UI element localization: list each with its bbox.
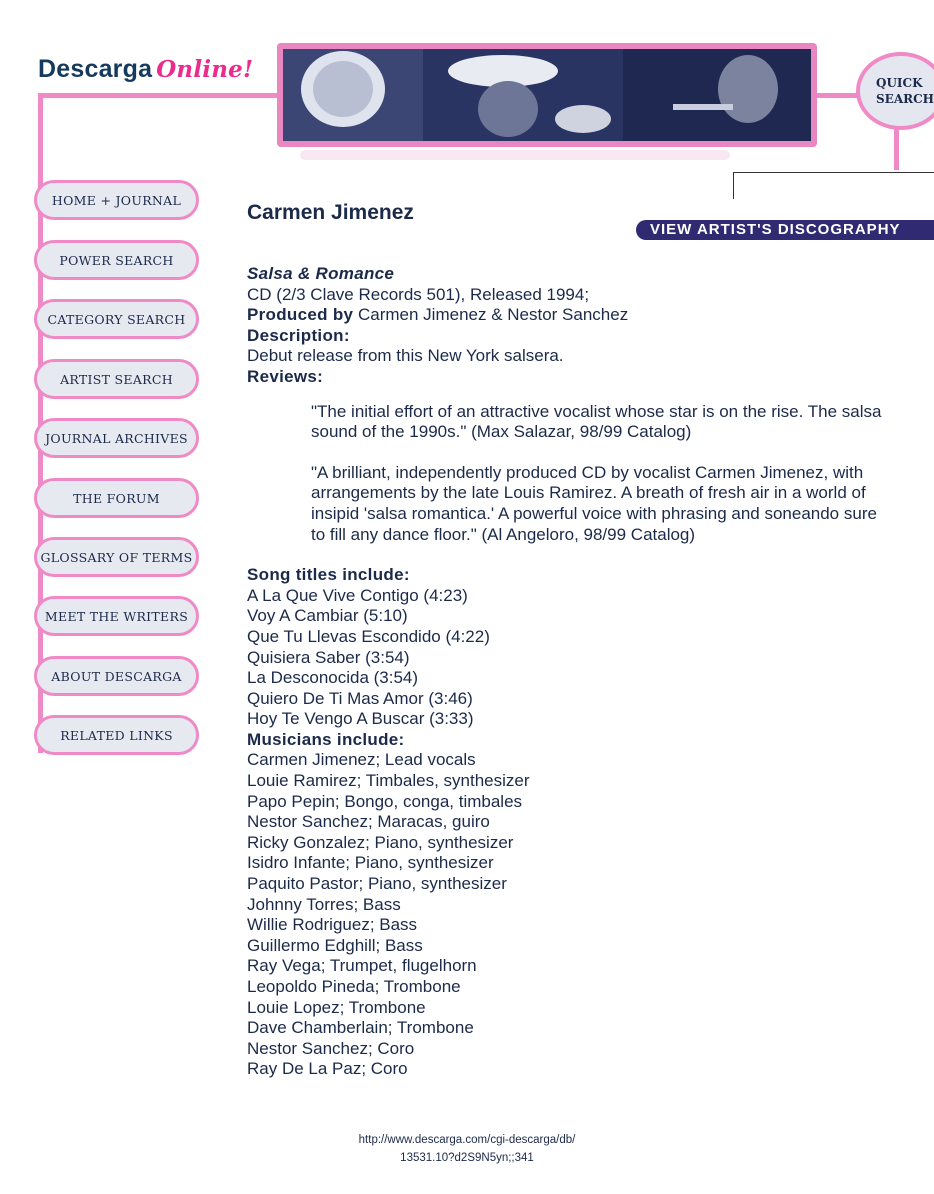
nav-related-links[interactable]: RELATED LINKS — [34, 715, 199, 755]
song-item: Voy A Cambiar (5:10) — [247, 606, 408, 626]
musician-item: Nestor Sanchez; Coro — [247, 1038, 415, 1058]
song-titles-label: Song titles include: — [247, 565, 410, 585]
logo-online-text: Online! — [156, 56, 254, 83]
nav-rail-quick — [894, 128, 899, 170]
header-banner-image — [277, 43, 817, 147]
album-format-line: CD (2/3 Clave Records 501), Released 1994; — [247, 284, 590, 304]
musician-item: Ray Vega; Trumpet, flugelhorn — [247, 956, 477, 976]
musician-item: Louie Lopez; Trombone — [247, 997, 426, 1017]
musician-item: Ricky Gonzalez; Piano, synthesizer — [247, 832, 514, 852]
song-item: La Desconocida (3:54) — [247, 668, 419, 688]
produced-by-label: Produced by — [247, 305, 354, 325]
album-details — [247, 264, 927, 1080]
musician-item: Louie Ramirez; Timbales, synthesizer — [247, 771, 530, 791]
musician-item: Isidro Infante; Piano, synthesizer — [247, 853, 494, 873]
page-url-footer — [0, 1131, 934, 1167]
description-text: Debut release from this New York salsera. — [247, 346, 564, 366]
quick-search-button[interactable] — [856, 52, 934, 130]
review-text: "The initial effort of an attractive vocalist whose star is on the rise. The salsa sound of the 1990s." (Max Salazar, 98/99 Catalog) — [311, 401, 882, 442]
view-discography-button[interactable]: VIEW ARTIST'S DISCOGRAPHY — [636, 220, 934, 240]
review-text: "A brilliant, independently produced CD by vocalist Carmen Jimenez, with arrangements by the late Louis Ramirez. A breath of fresh air in a world of insipid 'salsa romantica.' A powerful voice with phrasing and soneando sure to fill any dance floor." (Al Angeloro, 98/99 Catalog) — [311, 462, 877, 544]
nav-meet-writers[interactable]: MEET THE WRITERS — [34, 596, 199, 636]
musicians-label: Musicians include: — [247, 729, 405, 749]
album-title: Salsa & Romance — [247, 264, 395, 283]
nav-rail-top — [38, 93, 283, 98]
site-logo[interactable] — [38, 55, 253, 84]
musician-item: Guillermo Edghill; Bass — [247, 935, 423, 955]
quick-search-box[interactable] — [733, 172, 934, 199]
description-label: Description: — [247, 325, 350, 345]
banner-shadow — [300, 150, 730, 160]
footer-url-line2: 13531.10?d2S9N5yn;;341 — [400, 1152, 534, 1164]
produced-by-value: Carmen Jimenez & Nestor Sanchez — [353, 305, 629, 325]
musician-item: Dave Chamberlain; Trombone — [247, 1018, 474, 1038]
musician-item: Paquito Pastor; Piano, synthesizer — [247, 874, 507, 894]
song-item: Que Tu Llevas Escondido (4:22) — [247, 626, 490, 646]
musician-item: Nestor Sanchez; Maracas, guiro — [247, 812, 490, 832]
nav-about-descarga[interactable]: ABOUT DESCARGA — [34, 656, 199, 696]
song-item: A La Que Vive Contigo (4:23) — [247, 585, 468, 605]
musician-item: Papo Pepin; Bongo, conga, timbales — [247, 791, 523, 811]
musician-item: Willie Rodriguez; Bass — [247, 915, 418, 935]
nav-power-search[interactable]: POWER SEARCH — [34, 240, 199, 280]
nav-category-search[interactable]: CATEGORY SEARCH — [34, 299, 199, 339]
song-item: Hoy Te Vengo A Buscar (3:33) — [247, 709, 474, 729]
song-item: Quisiera Saber (3:54) — [247, 647, 410, 667]
artist-name-heading: Carmen Jimenez — [247, 201, 414, 224]
produced-by-line — [247, 305, 927, 326]
musician-item: Carmen Jimenez; Lead vocals — [247, 750, 476, 770]
banner-photo-collage — [283, 49, 811, 141]
footer-url-line1: http://www.descarga.com/cgi-descarga/db/ — [358, 1134, 576, 1146]
nav-the-forum[interactable]: THE FORUM — [34, 478, 199, 518]
reviews-label: Reviews: — [247, 366, 324, 386]
musician-item: Leopoldo Pineda; Trombone — [247, 977, 461, 996]
nav-home-journal[interactable]: HOME + JOURNAL — [34, 180, 199, 220]
quick-search-label-1: QUICK — [876, 76, 923, 90]
song-item: Quiero De Ti Mas Amor (3:46) — [247, 688, 473, 708]
quick-search-label-2: SEARCH — [876, 92, 934, 106]
musician-item: Ray De La Paz; Coro — [247, 1059, 408, 1079]
musician-item: Johnny Torres; Bass — [247, 894, 401, 914]
nav-rail-right — [812, 93, 862, 98]
nav-journal-archives[interactable]: JOURNAL ARCHIVES — [34, 418, 199, 458]
nav-artist-search[interactable]: ARTIST SEARCH — [34, 359, 199, 399]
logo-brand-text: Descarga — [38, 55, 153, 83]
nav-glossary[interactable]: GLOSSARY OF TERMS — [34, 537, 199, 577]
